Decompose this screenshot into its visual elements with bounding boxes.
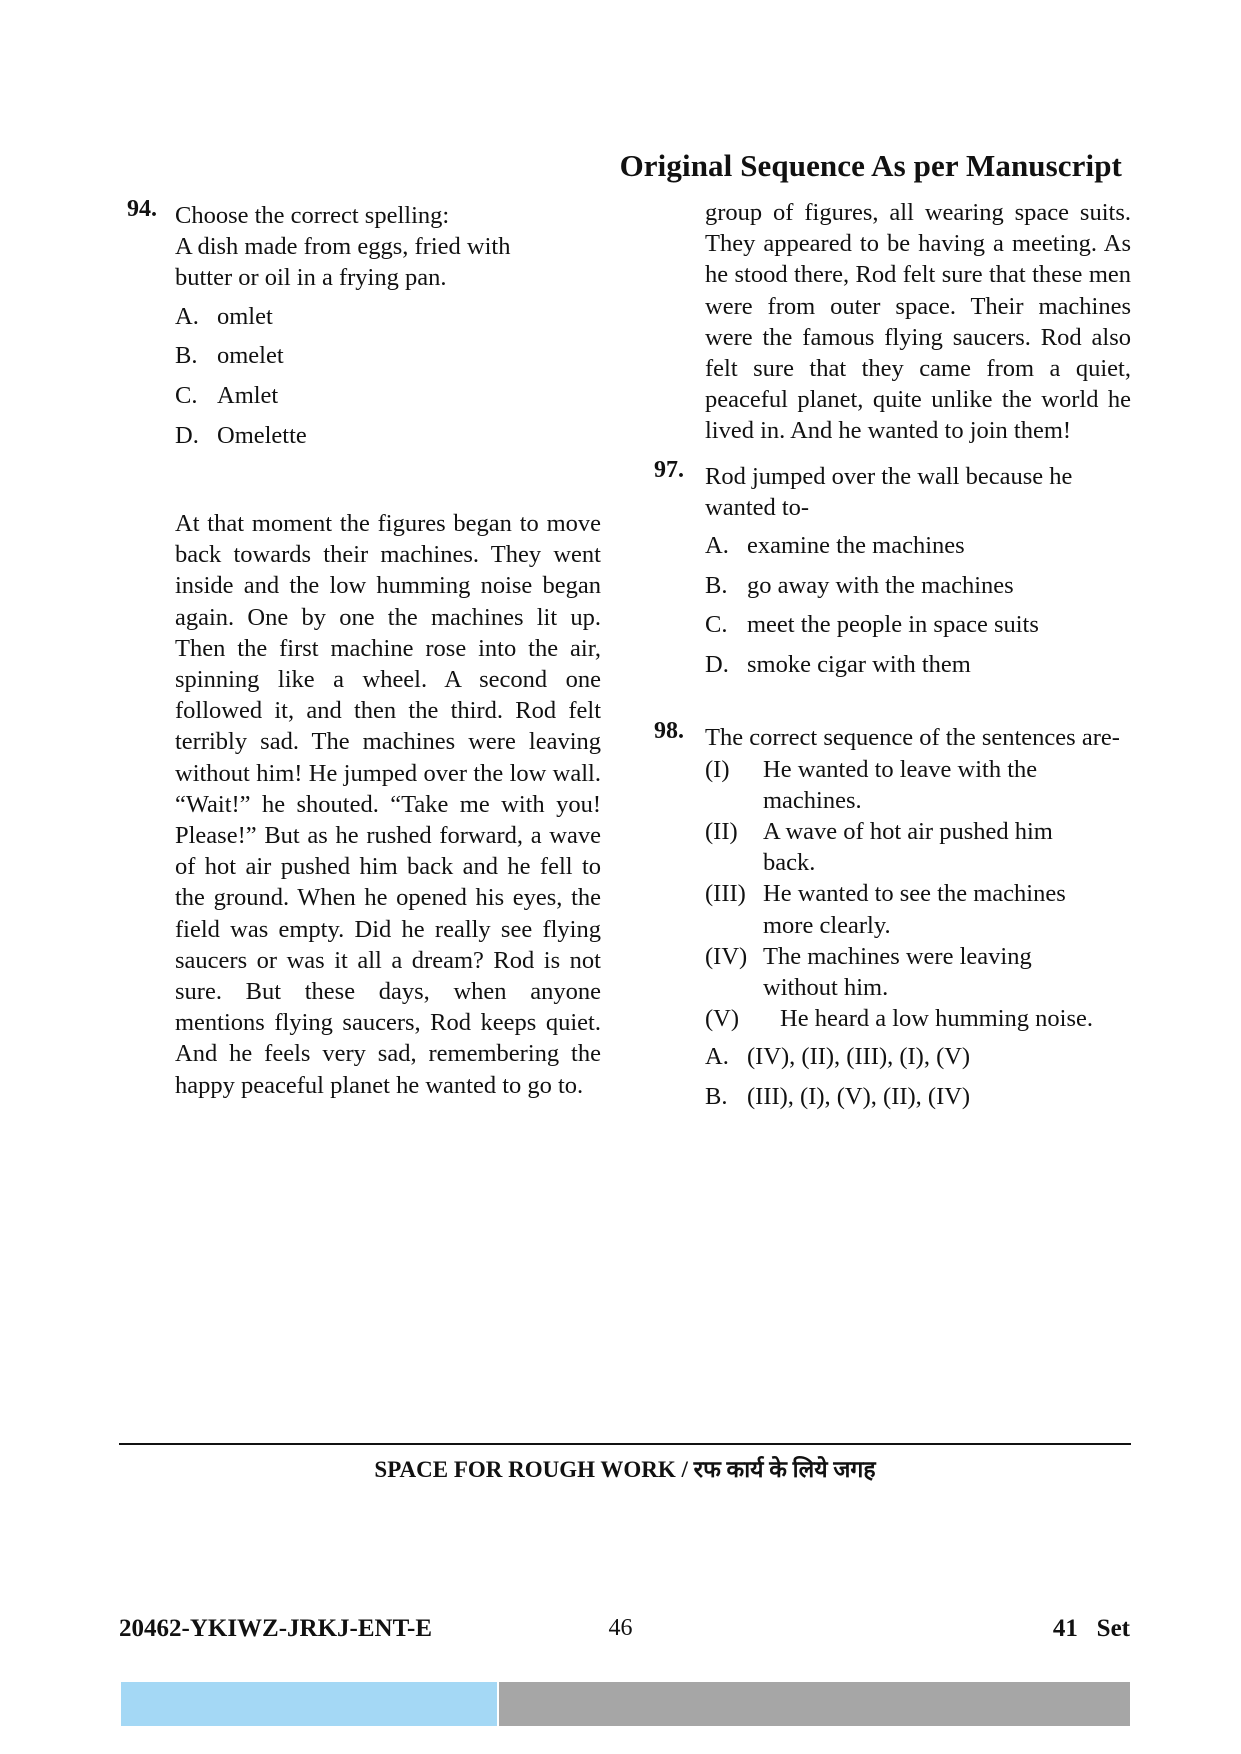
- option-d[interactable]: D. smoke cigar with them: [705, 651, 971, 679]
- question-stem-detail: A dish made from eggs, fried with butter or oil in a frying pan.: [175, 233, 511, 292]
- sentence-item: (IV) The machines were leaving without him.: [705, 942, 1032, 1001]
- sentence-item: (III) He wanted to see the machines more clearly.: [705, 880, 1066, 939]
- option-b[interactable]: B. (III), (I), (V), (II), (IV): [705, 1083, 971, 1111]
- set-label: 41 Set: [1052, 1615, 1130, 1642]
- option-b[interactable]: B. omelet: [175, 342, 284, 370]
- sentence-item: (V) He heard a low humming noise.: [705, 1005, 1093, 1033]
- footer-bar-right: [499, 1682, 1130, 1726]
- option-c[interactable]: C. meet the people in space suits: [705, 611, 1039, 639]
- question-stem: Rod jumped over the wall because he wanted to-: [705, 462, 1073, 521]
- footer-bar-left: [121, 1682, 497, 1726]
- page-number: 46: [608, 1615, 633, 1641]
- question-94: [119, 196, 601, 451]
- sentence-list: [705, 754, 1131, 1035]
- passage-paragraph: At that moment the figures began to move back towards their machines. They went inside and the low humming noise began again. One by one the machines lit up. Then the first machine rose into the air, spinning like a wheel. A second one followed it, and then the third. Rod felt terribly sad. The machines were leaving without him! He jumped over the low wall. “Wait!” he shouted. “Take me with you! Please!” But as he rushed forward, a wave of hot air pushed him back and he fell to the ground. When he opened his eyes, the field was empty. Did he really see flying saucers or was it all a dream? Rod is not sure. But these days, when anyone mentions flying saucers, Rod keeps quiet. And he feels very sad, remembering the happy peaceful planet he wanted to go to.: [175, 509, 601, 1099]
- sentence-item: (I) He wanted to leave with the machines.: [705, 755, 1038, 814]
- option-a[interactable]: A. omlet: [175, 302, 273, 330]
- options-list: [705, 1041, 1131, 1112]
- rough-work-label: SPACE FOR ROUGH WORK / रफ कार्य के लिये जगह: [374, 1457, 876, 1482]
- options-list: [175, 301, 601, 451]
- left-column: [119, 196, 601, 1101]
- option-a[interactable]: A. (IV), (II), (III), (I), (V): [705, 1043, 971, 1071]
- page-heading: Original Sequence As per Manuscript: [619, 148, 1122, 183]
- option-c[interactable]: C. Amlet: [175, 382, 279, 410]
- divider-line: [119, 1443, 1131, 1445]
- question-98: [652, 718, 1131, 1112]
- question-97: [652, 456, 1131, 681]
- option-d[interactable]: D. Omelette: [175, 421, 307, 449]
- options-list: [705, 530, 1131, 680]
- sentence-item: (II) A wave of hot air pushed him back.: [705, 817, 1053, 877]
- right-column: [652, 200, 1131, 1121]
- question-stem: The correct sequence of the sentences are-: [705, 724, 1120, 752]
- question-number: 94.: [127, 196, 157, 222]
- question-number: 97.: [654, 456, 684, 483]
- option-a[interactable]: A. examine the machines: [705, 532, 965, 560]
- footer-code: 20462-YKIWZ-JRKJ-ENT-E: [119, 1615, 432, 1642]
- option-b[interactable]: B. go away with the machines: [705, 571, 1014, 599]
- passage-paragraph-continued: group of figures, all wearing space suits. They appeared to be having a meeting. As he stood there, Rod felt sure that these men were from outer space. Their machines were the famous flying saucers. Rod also felt sure that they came from a quiet, peaceful planet, quite unlike the world he lived in. And he wanted to join them!: [705, 199, 1131, 445]
- question-stem: Choose the correct spelling:: [175, 202, 450, 229]
- question-number: 98.: [654, 718, 684, 745]
